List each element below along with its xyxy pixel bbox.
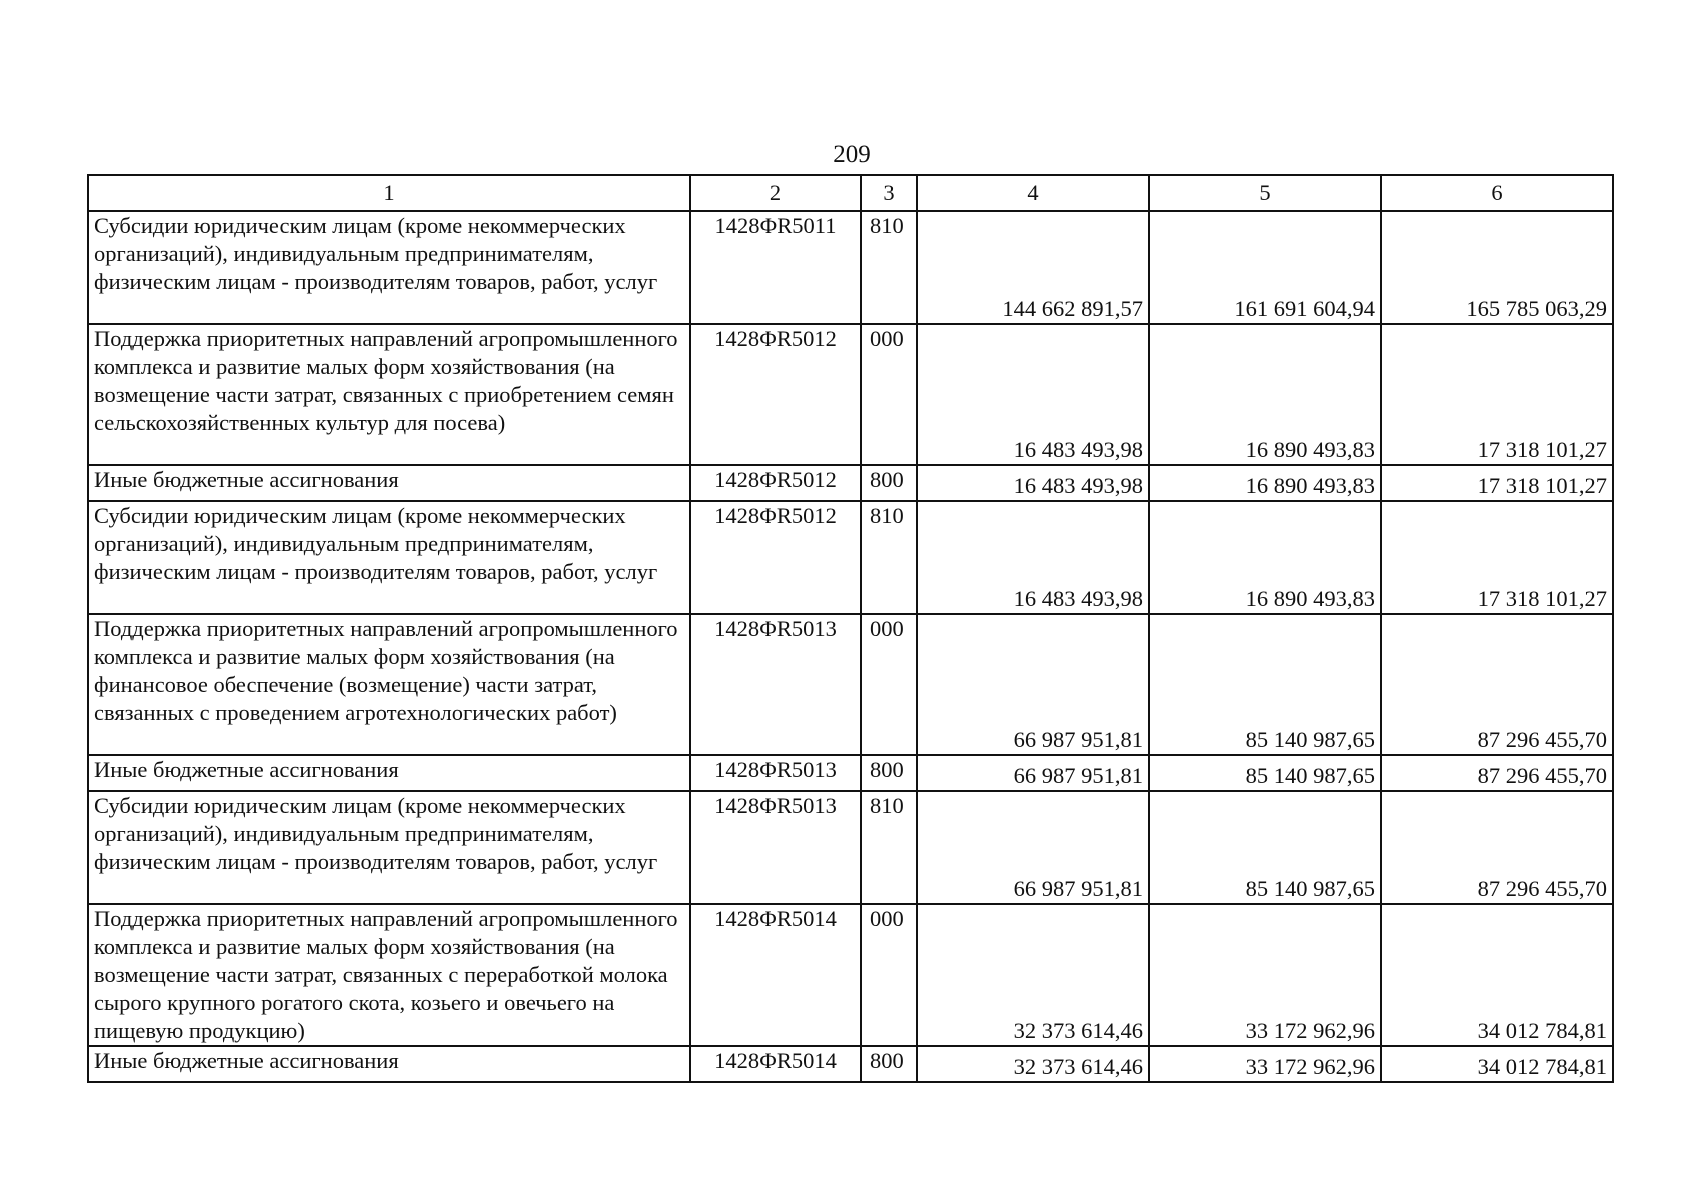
- row-code: 1428ФR5012: [690, 465, 861, 501]
- row-type: 800: [861, 465, 917, 501]
- row-type: 800: [861, 755, 917, 791]
- row-type: 000: [861, 324, 917, 465]
- row-type: 000: [861, 904, 917, 1046]
- row-type: 800: [861, 1046, 917, 1082]
- table-row: [88, 791, 1613, 904]
- row-value-5: 161 691 604,94: [1149, 211, 1381, 324]
- row-code: 1428ФR5014: [690, 904, 861, 1046]
- row-code: 1428ФR5011: [690, 211, 861, 324]
- row-value-4: 16 483 493,98: [917, 324, 1149, 465]
- table-row: [88, 324, 1613, 465]
- row-name: Субсидии юридическим лицам (кроме некоммерческих организаций), индивидуальным предпринимателям, физическим лицам - производителям товаров, работ, услуг: [88, 211, 690, 324]
- table-row: [88, 1046, 1613, 1082]
- row-value-6: 34 012 784,81: [1381, 904, 1613, 1046]
- row-value-4: 32 373 614,46: [917, 904, 1149, 1046]
- row-value-4: 66 987 951,81: [917, 614, 1149, 755]
- row-value-5: 33 172 962,96: [1149, 1046, 1381, 1082]
- row-code: 1428ФR5013: [690, 614, 861, 755]
- row-value-4: 16 483 493,98: [917, 501, 1149, 614]
- row-value-4: 66 987 951,81: [917, 791, 1149, 904]
- row-type: 810: [861, 211, 917, 324]
- table-row: [88, 614, 1613, 755]
- table-row: [88, 904, 1613, 1046]
- row-code: 1428ФR5012: [690, 324, 861, 465]
- header-cell: 4: [917, 175, 1149, 211]
- header-cell: 3: [861, 175, 917, 211]
- row-value-5: 16 890 493,83: [1149, 465, 1381, 501]
- row-value-4: 32 373 614,46: [917, 1046, 1149, 1082]
- row-name: Поддержка приоритетных направлений агропромышленного комплекса и развитие малых форм хозяйствования (на финансовое обеспечение (возмещение) части затрат, связанных с проведением агротехнологических работ): [88, 614, 690, 755]
- row-value-6: 87 296 455,70: [1381, 755, 1613, 791]
- header-cell: 1: [88, 175, 690, 211]
- budget-table: [87, 174, 1614, 1083]
- row-name: Поддержка приоритетных направлений агропромышленного комплекса и развитие малых форм хозяйствования (на возмещение части затрат, связанных с переработкой молока сырого крупного рогатого скота, козьего и овечьего на пищевую продукцию): [88, 904, 690, 1046]
- row-value-5: 16 890 493,83: [1149, 501, 1381, 614]
- table-row: [88, 465, 1613, 501]
- row-name: Субсидии юридическим лицам (кроме некоммерческих организаций), индивидуальным предпринимателям, физическим лицам - производителям товаров, работ, услуг: [88, 791, 690, 904]
- header-cell: 5: [1149, 175, 1381, 211]
- row-name: Иные бюджетные ассигнования: [88, 1046, 690, 1082]
- row-value-5: 85 140 987,65: [1149, 755, 1381, 791]
- row-value-4: 16 483 493,98: [917, 465, 1149, 501]
- row-name: Субсидии юридическим лицам (кроме некоммерческих организаций), индивидуальным предпринимателям, физическим лицам - производителям товаров, работ, услуг: [88, 501, 690, 614]
- header-cell: 2: [690, 175, 861, 211]
- row-type: 810: [861, 791, 917, 904]
- row-value-4: 66 987 951,81: [917, 755, 1149, 791]
- row-value-5: 33 172 962,96: [1149, 904, 1381, 1046]
- row-name: Иные бюджетные ассигнования: [88, 465, 690, 501]
- row-value-6: 87 296 455,70: [1381, 791, 1613, 904]
- row-value-6: 17 318 101,27: [1381, 501, 1613, 614]
- row-value-6: 34 012 784,81: [1381, 1046, 1613, 1082]
- row-name: Иные бюджетные ассигнования: [88, 755, 690, 791]
- table-row: [88, 211, 1613, 324]
- table-row: [88, 755, 1613, 791]
- row-name: Поддержка приоритетных направлений агропромышленного комплекса и развитие малых форм хозяйствования (на возмещение части затрат, связанных с приобретением семян сельскохозяйственных культур для посева): [88, 324, 690, 465]
- row-code: 1428ФR5013: [690, 791, 861, 904]
- row-code: 1428ФR5013: [690, 755, 861, 791]
- row-value-5: 16 890 493,83: [1149, 324, 1381, 465]
- row-code: 1428ФR5012: [690, 501, 861, 614]
- row-value-6: 17 318 101,27: [1381, 324, 1613, 465]
- table-header-row: [88, 175, 1613, 211]
- page-number: 209: [833, 141, 871, 168]
- row-value-4: 144 662 891,57: [917, 211, 1149, 324]
- row-value-6: 165 785 063,29: [1381, 211, 1613, 324]
- row-value-5: 85 140 987,65: [1149, 614, 1381, 755]
- row-value-6: 17 318 101,27: [1381, 465, 1613, 501]
- row-type: 810: [861, 501, 917, 614]
- row-value-6: 87 296 455,70: [1381, 614, 1613, 755]
- table-row: [88, 501, 1613, 614]
- row-code: 1428ФR5014: [690, 1046, 861, 1082]
- row-type: 000: [861, 614, 917, 755]
- header-cell: 6: [1381, 175, 1613, 211]
- row-value-5: 85 140 987,65: [1149, 791, 1381, 904]
